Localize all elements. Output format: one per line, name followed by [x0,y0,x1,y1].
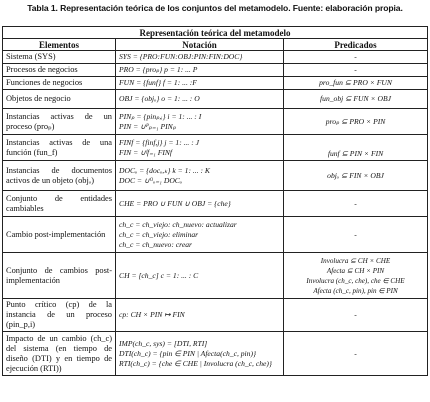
elemento-cell: Procesos de negocios [3,64,116,77]
notacion-cell: CH = [ch_c] c = 1: ... : C [116,253,284,299]
table-row [3,77,428,90]
elemento-cell: Objetos de negocio [3,90,116,109]
predicados-cell: - [284,51,428,64]
notacion-cell: FINf = {finf,j} j = 1: ... : J FIN = ∪ᶠf₌₁ FINf [116,135,284,161]
notacion-cell: CHE = PRO ∪ FUN ∪ OBJ = {che} [116,191,284,217]
predicados-cell: pro_fun ⊆ PRO × FUN [284,77,428,90]
predicados-cell: funf ⊆ PIN × FIN [284,135,428,161]
header-predicados: Predicados [284,39,428,51]
notacion-cell: PRO = {proₚ} p = 1: ... P [116,64,284,77]
predicados-cell: Involucra ⊆ CH × CHE Afecta ⊆ CH × PIN Involucra (ch_c, che), che ∈ CHE Afecta (ch_c, pin), pin ∈ PIN [284,253,428,299]
table-row [3,64,428,77]
table-row [3,109,428,135]
predicados-cell: - [284,299,428,332]
notacion-cell: DOCₒ = {docₒ,ₖ} k = 1: ... : K DOC = ∪ᴼₒ₌₁ DOCₒ [116,161,284,191]
notacion-cell: OBJ = {objₒ} o = 1: ... : O [116,90,284,109]
predicados-cell: proₚ ⊆ PRO × PIN [284,109,428,135]
elemento-cell: Instancias de documentos activos de un objeto (objₒ) [3,161,116,191]
notacion-cell: SYS = {PRO:FUN:OBJ:PIN:FIN:DOC} [116,51,284,64]
metamodel-table [2,26,428,376]
table-row [3,161,428,191]
table-row [3,217,428,253]
elemento-cell: Sistema (SYS) [3,51,116,64]
elemento-cell: Punto crítico (cp) de la instancia de un proceso (pin_p,i) [3,299,116,332]
table-title: Representación teórica del metamodelo [3,27,428,39]
elemento-cell: Conjunto de cambios post-implementación [3,253,116,299]
elemento-cell: Cambio post-implementación [3,217,116,253]
predicados-cell: fun_obj ⊆ FUN × OBJ [284,90,428,109]
table-caption: Tabla 1. Representación teórica de los conjuntos del metamodelo. Fuente: elaboración propia. [27,3,403,13]
notacion-cell: ch_c = ch_viejo: ch_nuevo: actualizar ch_c = ch_viejo: eliminar ch_c = ch_nuevo: crear [116,217,284,253]
table-row [3,332,428,376]
predicados-cell: - [284,332,428,376]
header-notacion: Notación [116,39,284,51]
predicados-cell: - [284,64,428,77]
table-row [3,299,428,332]
table-row [3,253,428,299]
notacion-cell: cp: CH × PIN ↦ FIN [116,299,284,332]
notacion-cell: FUN = {funf} f = 1: ... :F [116,77,284,90]
elemento-cell: Instancias activas de un proceso (proₚ) [3,109,116,135]
predicados-cell: objₒ ⊆ FIN × OBJ [284,161,428,191]
header-elementos: Elementos [3,39,116,51]
table-row [3,51,428,64]
elemento-cell: Instancias activas de una función (fun_f) [3,135,116,161]
notacion-cell: PINₚ = {pinₚ,ᵢ} i = 1: ... : I PIN = ∪ᴾₚ₌₁ PINₚ [116,109,284,135]
elemento-cell: Conjunto de entidades cambiables [3,191,116,217]
table-row [3,90,428,109]
notacion-cell: IMP(ch_c, sys) = [DTI, RTI] DTI(ch_c) = {pin ∈ PIN | Afecta(ch_c, pin)} RTI(ch_c) = {che ∈ CHE | Involucra (ch_c, che)} [116,332,284,376]
elemento-cell: Funciones de negocios [3,77,116,90]
elemento-cell: Impacto de un cambio (ch_c) del sistema (en tiempo de diseño (DTI) y en tiempo de ejecución (RTI)) [3,332,116,376]
predicados-cell: - [284,217,428,253]
table-row [3,191,428,217]
table-row [3,135,428,161]
predicados-cell: - [284,191,428,217]
